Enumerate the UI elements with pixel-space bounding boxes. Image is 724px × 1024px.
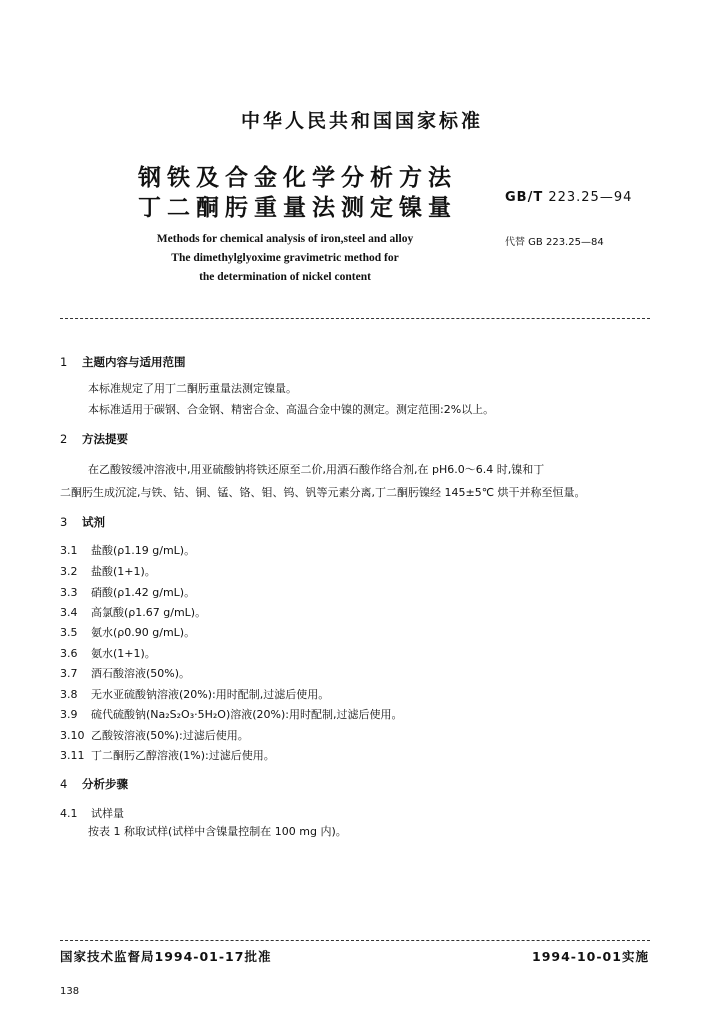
- header-divider: [60, 318, 650, 319]
- paragraph: 本标准规定了用丁二酮肟重量法测定镍量。: [88, 382, 297, 395]
- section-number: 1: [60, 355, 68, 369]
- page-number: 138: [60, 986, 80, 997]
- reagent-number: 3.6: [60, 647, 78, 660]
- issuing-organization: 中华人民共和国国家标准: [240, 110, 483, 132]
- paragraph: 本标准适用于碳钢、合金钢、精密合金、高温合金中镍的测定。测定范围:2%以上。: [88, 403, 495, 416]
- title-line-2: 丁二酮肟重量法测定镍量: [138, 195, 457, 221]
- title-line-1: 钢铁及合金化学分析方法: [138, 165, 457, 191]
- reagent-text: 丁二酮肟乙醇溶液(1%):过滤后使用。: [91, 749, 275, 762]
- footer-divider: [60, 940, 650, 941]
- reagent-number: 3.11: [60, 749, 85, 762]
- reagent-text: 无水亚硫酸钠溶液(20%):用时配制,过滤后使用。: [91, 688, 330, 701]
- reagent-item: [60, 542, 195, 558]
- reagent-text: 氨水(ρ0.90 g/mL)。: [91, 626, 196, 639]
- section-number: 4: [60, 777, 68, 791]
- reagent-number: 3.2: [60, 565, 78, 578]
- section-heading: [60, 431, 128, 447]
- section-title: 试剂: [82, 515, 105, 529]
- reagent-item: [60, 747, 275, 763]
- section-title: 方法提要: [82, 432, 128, 446]
- section-title: 主题内容与适用范围: [82, 355, 186, 369]
- step-number: 4.1: [60, 807, 78, 820]
- reagent-text: 盐酸(ρ1.19 g/mL)。: [91, 544, 196, 557]
- reagent-number: 3.5: [60, 626, 78, 639]
- reagent-text: 硝酸(ρ1.42 g/mL)。: [91, 586, 196, 599]
- section-heading: [60, 514, 105, 530]
- section-number: 3: [60, 515, 68, 529]
- reagent-number: 3.1: [60, 544, 78, 557]
- reagent-item: [60, 563, 156, 579]
- english-title-line: Methods for chemical analysis of iron,steel and alloy: [156, 233, 414, 245]
- reagent-text: 酒石酸溶液(50%)。: [91, 667, 191, 680]
- reagent-text: 氨水(1+1)。: [91, 647, 156, 660]
- reagent-item: [60, 584, 195, 600]
- reagent-text: 乙酸铵溶液(50%):过滤后使用。: [91, 729, 249, 742]
- english-title-line: The dimethylglyoxime gravimetric method for: [171, 252, 399, 264]
- reagent-number: 3.3: [60, 586, 78, 599]
- section-title: 分析步骤: [82, 777, 128, 791]
- reagent-number: 3.4: [60, 606, 78, 619]
- paragraph: 二酮肟生成沉淀,与铁、钴、铜、锰、铬、钼、钨、钒等元素分离,丁二酮肟镍经 145±5℃ 烘干并称至恒量。: [60, 486, 586, 499]
- reagent-text: 硫代硫酸钠(Na₂S₂O₃·5H₂O)溶液(20%):用时配制,过滤后使用。: [91, 708, 403, 721]
- reagent-item: [60, 727, 249, 743]
- reagent-item: [60, 604, 206, 620]
- standard-code: [505, 190, 632, 205]
- standard-code-number: 223.25—94: [548, 190, 633, 205]
- english-title-line: the determination of nickel content: [199, 271, 371, 283]
- reagent-text: 盐酸(1+1)。: [91, 565, 156, 578]
- reagent-item: [60, 686, 329, 702]
- english-title: [95, 230, 475, 287]
- reagent-item: [60, 645, 156, 661]
- reagent-item: [60, 624, 195, 640]
- reagent-number: 3.7: [60, 667, 78, 680]
- reagent-item: [60, 706, 403, 722]
- section-heading: [60, 776, 128, 792]
- reagent-text: 高氯酸(ρ1.67 g/mL)。: [91, 606, 207, 619]
- reagent-number: 3.10: [60, 729, 85, 742]
- section-number: 2: [60, 432, 68, 446]
- reagent-number: 3.9: [60, 708, 78, 721]
- approval-date: 国家技术监督局1994-01-17批准: [60, 949, 272, 964]
- reagent-item: [60, 665, 190, 681]
- paragraph: 在乙酸铵缓冲溶液中,用亚硫酸钠将铁还原至二价,用酒石酸作络合剂,在 pH6.0～6.4 时,镍和丁: [88, 463, 545, 476]
- implementation-date: 1994-10-01实施: [532, 949, 649, 964]
- reagent-number: 3.8: [60, 688, 78, 701]
- step-heading: [60, 805, 124, 821]
- section-heading: [60, 354, 186, 370]
- standard-code-prefix: GB/T: [505, 190, 544, 205]
- replaces-standard: 代替 GB 223.25—84: [505, 237, 604, 248]
- paragraph: 按表 1 称取试样(试样中含镍量控制在 100 mg 内)。: [88, 825, 347, 838]
- step-title: 试样量: [91, 807, 124, 820]
